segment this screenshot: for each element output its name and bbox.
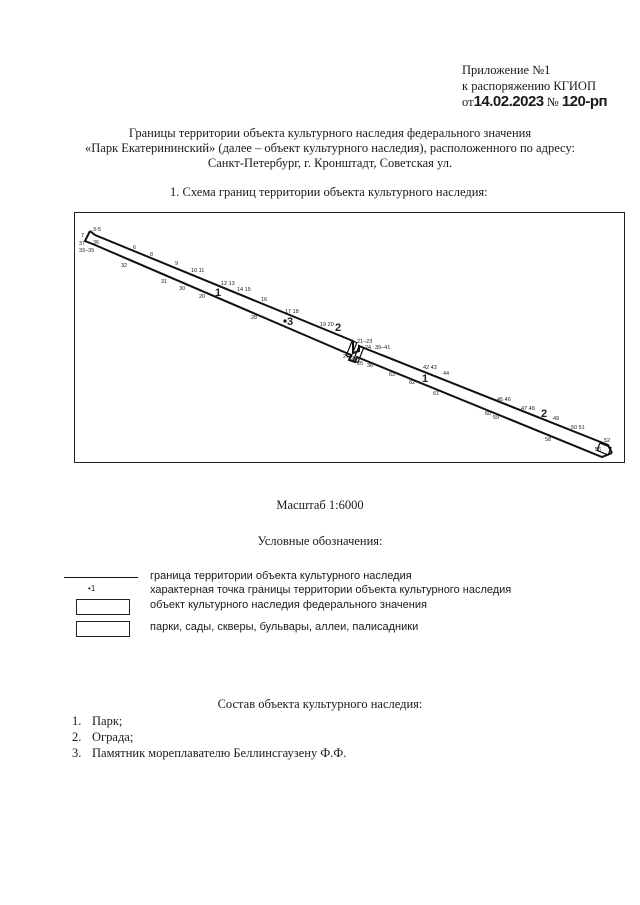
point-label: 45 46 <box>497 397 511 403</box>
object-number-label: 2 <box>541 408 548 420</box>
boundary-line-lower <box>85 231 612 457</box>
composition-title: Состав объекта культурного наследия: <box>217 697 423 711</box>
legend-title: Условные обозначения: <box>257 534 383 548</box>
point-label: 37 <box>79 241 86 247</box>
point-label: 16 <box>261 297 268 303</box>
object-number-label: 1 <box>422 373 429 385</box>
point-label: 6 <box>133 245 137 251</box>
point-label: 56 <box>595 447 602 453</box>
document-title <box>60 126 600 171</box>
point-label: 10 11 <box>191 268 205 274</box>
point-label: 31 <box>161 279 168 285</box>
boundary-line-upper <box>90 231 612 453</box>
point-label: 33–35 <box>79 248 95 254</box>
point-label: 58 <box>545 437 552 443</box>
point-label: 36 <box>93 240 100 246</box>
appendix-line2: к распоряжению КГИОП <box>462 79 596 93</box>
composition-list <box>72 713 346 761</box>
boundary-line-symbol <box>64 577 138 578</box>
point-label: 21–23 <box>357 339 373 345</box>
point-label: 49 <box>553 416 560 422</box>
number-prefix: № <box>546 95 559 109</box>
boundary-scheme-map <box>74 212 625 463</box>
point-label: 19 20 <box>320 322 334 328</box>
point-label: 26 <box>351 356 358 362</box>
point-label: 42 43 <box>423 365 437 371</box>
map-drawing <box>75 213 626 464</box>
point-label: 14 15 <box>237 287 251 293</box>
object-number-label: 3 <box>287 316 294 328</box>
point-label: 20 <box>199 294 206 300</box>
legend-label: характерная точка границы территории объекта культурного наследия <box>150 584 512 596</box>
legend-label: парки, сады, скверы, бульвары, аллеи, палисадники <box>150 621 419 633</box>
appendix-line3 <box>462 94 607 110</box>
list-item-text: Ограда; <box>92 730 134 744</box>
list-item <box>72 713 346 729</box>
point-label: 52 <box>604 438 611 444</box>
point-label: 9 <box>175 261 179 267</box>
order-number: 120-рп <box>561 93 608 110</box>
point-label: 50 51 <box>571 425 585 431</box>
point-label: 27 <box>343 354 350 360</box>
parks-symbol <box>76 621 130 637</box>
point-label: 63 <box>389 372 396 378</box>
object-number-label: 1 <box>215 287 222 299</box>
list-item-text: Парк; <box>92 714 123 728</box>
point-label: 32 <box>121 263 128 269</box>
point-label: 62 <box>409 380 416 386</box>
point-label: 61 <box>433 391 440 397</box>
list-item <box>72 729 346 745</box>
section-heading: 1. Схема границ территории объекта культурного наследия: <box>170 185 488 199</box>
list-item-text: Памятник мореплавателю Беллинсгаузену Ф.Ф. <box>92 746 347 760</box>
point-label: 39–41 <box>375 345 391 351</box>
list-item-number: 2. <box>72 730 82 744</box>
point-label: 12 13 <box>221 281 235 287</box>
map-scale: Масштаб 1:6000 <box>276 498 364 512</box>
point-label: 30 <box>179 286 186 292</box>
point-label: 59 <box>493 415 500 421</box>
list-item <box>72 745 346 761</box>
list-item-number: 3. <box>72 746 82 760</box>
point-label: 44 <box>443 371 450 377</box>
point-label: 28 <box>251 315 258 321</box>
appendix-header <box>462 62 607 110</box>
title-line1: Границы территории объекта культурного наследия федерального значения <box>128 126 532 140</box>
point-label: 24 <box>365 345 372 351</box>
title-line2: «Парк Екатерининский» (далее – объект культурного наследия), расположенного по адресу: <box>85 141 575 155</box>
legend-label: граница территории объекта культурного наследия <box>150 570 412 582</box>
order-date: 14.02.2023 <box>473 93 544 110</box>
from-prefix: от <box>462 95 474 109</box>
object-number-label: 2 <box>335 322 342 334</box>
appendix-line1: Приложение №1 <box>462 63 551 77</box>
point-symbol: •1 <box>88 584 96 593</box>
point-label: 25 <box>357 361 364 367</box>
point-label: 38 <box>367 363 374 369</box>
point-label: 17 18 <box>285 309 299 315</box>
legend-label: объект культурного наследия федерального значения <box>150 599 427 611</box>
point-label: 3-5 <box>93 227 101 233</box>
point-symbol-number: 1 <box>90 584 96 593</box>
title-line3: Санкт-Петербург, г. Кронштадт, Советская ул. <box>207 156 453 170</box>
point-label: 47 48 <box>521 406 535 412</box>
heritage-object-symbol <box>76 599 130 615</box>
point-label: 60 <box>485 411 492 417</box>
point-label: 8 <box>150 252 154 258</box>
list-item-number: 1. <box>72 714 82 728</box>
point-label: 7 <box>81 233 85 239</box>
